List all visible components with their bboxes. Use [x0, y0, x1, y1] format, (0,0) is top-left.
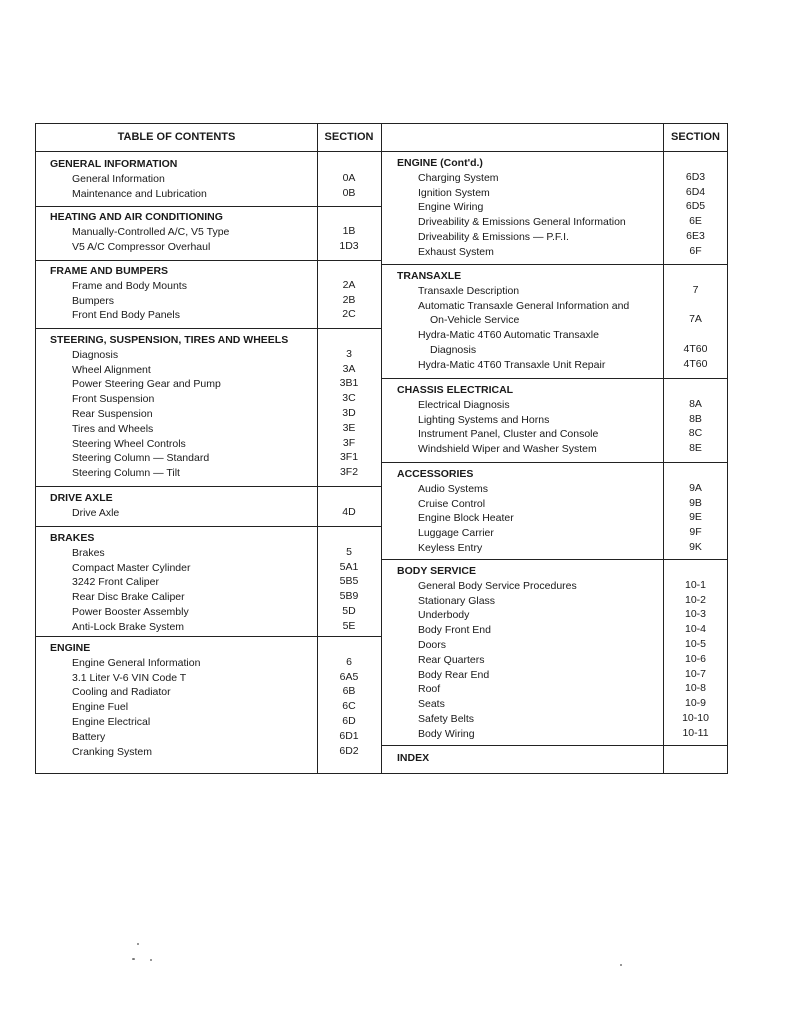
entry-label: Body Rear End [418, 668, 490, 681]
entry-section-code: 2C [342, 308, 356, 321]
entry-label: Driveability & Emissions General Information [418, 216, 626, 229]
entry-section-code: 0A [342, 171, 356, 184]
entry-section-code: 1D3 [339, 239, 359, 252]
entry-section-code: 6 [346, 655, 352, 668]
entry-label: Electrical Diagnosis [418, 398, 510, 411]
entry-label: Wheel Alignment [72, 363, 151, 376]
group-title: GENERAL INFORMATION [50, 158, 178, 170]
entry-label: Luggage Carrier [418, 527, 494, 540]
header-section-label: SECTION [324, 131, 374, 143]
entry-label: Battery [72, 730, 106, 743]
entry-section-code: 3D [342, 407, 356, 419]
entry-section-code: 6D5 [685, 200, 706, 213]
entry-section-code: 3 [346, 347, 352, 360]
entry-section-code: 5 [346, 545, 352, 558]
entry-section-code: 9K [689, 541, 702, 553]
entry-label: Hydra-Matic 4T60 Automatic Transaxle [418, 329, 599, 342]
entry-label: Hydra-Matic 4T60 Transaxle Unit Repair [418, 358, 606, 371]
entry-label: Brakes [72, 546, 105, 559]
group-title: INDEX [397, 752, 430, 764]
entry-label: Front End Body Panels [72, 309, 180, 322]
entry-section-code: 10-11 [682, 726, 709, 739]
group-title: CHASSIS ELECTRICAL [397, 384, 514, 396]
section-rule [381, 462, 728, 463]
entry-section-code: 6D1 [339, 729, 359, 742]
entry-label: Diagnosis [430, 344, 477, 356]
entry-label: Manually-Controlled A/C, V5 Type [72, 225, 230, 238]
entry-label: Rear Suspension [72, 408, 153, 420]
entry-section-code: 6D2 [339, 744, 359, 757]
column-divider [381, 124, 382, 773]
entry-section-code: 5D [342, 605, 356, 617]
entry-section-code: 3F [342, 436, 356, 449]
entry-label: Automatic Transaxle General Information and [418, 299, 630, 312]
entry-section-code: 4D [342, 505, 356, 518]
entry-section-code: 8C [688, 427, 703, 440]
entry-label: 3242 Front Caliper [72, 576, 159, 589]
scan-speck [137, 943, 139, 945]
entry-section-code: 6C [342, 700, 356, 713]
entry-label: General Information [72, 172, 165, 185]
entry-section-code: 6F [689, 244, 702, 257]
entry-section-code: 10-10 [682, 712, 709, 724]
entry-section-code: 9A [689, 481, 702, 494]
entry-section-code: 5A1 [339, 560, 359, 573]
entry-label: Power Booster Assembly [72, 606, 189, 618]
entry-section-code: 7A [689, 313, 702, 326]
entry-label: Body Wiring [418, 727, 475, 740]
table-of-contents [35, 123, 728, 774]
entry-label: Stationary Glass [418, 594, 496, 607]
entry-label: Seats [418, 698, 445, 711]
entry-section-code: 8E [689, 442, 702, 455]
entry-section-code: 10-8 [684, 682, 706, 695]
entry-label: Front Suspension [72, 393, 155, 406]
entry-section-code: 7 [692, 283, 699, 296]
entry-label: Engine Electrical [72, 716, 151, 728]
entry-label: Compact Master Cylinder [72, 561, 191, 574]
entry-label: Engine Block Heater [418, 512, 514, 525]
section-rule [36, 328, 381, 329]
entry-section-code: 3A [342, 362, 356, 375]
entry-section-code: 1B [342, 224, 356, 237]
entry-section-code: 10-3 [684, 608, 706, 621]
group-title: DRIVE AXLE [50, 492, 113, 504]
group-title: TRANSAXLE [397, 270, 462, 282]
entry-label: Bumpers [72, 294, 115, 307]
group-title: ENGINE [50, 642, 91, 654]
group-title: FRAME AND BUMPERS [50, 265, 169, 277]
entry-label: On-Vehicle Service [430, 314, 520, 327]
group-title: BODY SERVICE [397, 565, 476, 577]
entry-section-code: 5B9 [339, 590, 359, 603]
entry-label: Engine General Information [72, 656, 201, 669]
entry-section-code: 8A [689, 397, 702, 410]
entry-label: Drive Axle [72, 506, 120, 519]
entry-section-code: 10-7 [684, 667, 706, 680]
group-title: ENGINE (Cont'd.) [397, 157, 483, 169]
entry-section-code: 6D3 [685, 170, 706, 183]
group-title: ACCESSORIES [397, 468, 474, 480]
entry-section-code: 3B1 [339, 377, 359, 390]
entry-label: Engine Fuel [72, 701, 129, 714]
entry-label: Cooling and Radiator [72, 686, 171, 699]
entry-section-code: 0B [342, 186, 356, 199]
entry-label: Lighting Systems and Horns [418, 413, 550, 426]
entry-section-code: 2B [342, 293, 356, 306]
entry-section-code: 10-4 [684, 623, 706, 636]
entry-label: V5 A/C Compressor Overhaul [72, 240, 211, 253]
entry-section-code: 6D [342, 715, 356, 727]
section-rule [381, 745, 728, 746]
entry-section-code: 6D4 [685, 185, 706, 198]
entry-label: Ignition System [418, 186, 490, 199]
entry-label: Audio Systems [418, 482, 489, 495]
entry-label: Transaxle Description [418, 284, 520, 297]
entry-label: Doors [418, 639, 447, 651]
entry-section-code: 8B [689, 412, 702, 425]
entry-label: Engine Wiring [418, 201, 484, 214]
entry-label: Steering Wheel Controls [72, 437, 186, 450]
entry-label: Instrument Panel, Cluster and Console [418, 428, 599, 441]
entry-label: Roof [418, 683, 441, 696]
header-title: TABLE OF CONTENTS [117, 131, 236, 143]
entry-section-code: 6B [342, 685, 356, 698]
entry-label: Windshield Wiper and Washer System [418, 443, 597, 456]
entry-label: Driveability & Emissions — P.F.I. [418, 231, 569, 243]
entry-label: Steering Column — Tilt [72, 467, 180, 480]
header-title-right [381, 124, 663, 151]
entry-label: Cruise Control [418, 497, 486, 510]
section-rule [36, 206, 381, 207]
entry-section-code: 4T60 [683, 357, 708, 370]
entry-label: Cranking System [72, 745, 152, 758]
section-rule [381, 378, 728, 379]
entry-label: Charging System [418, 171, 499, 184]
entry-section-code: 6A5 [339, 670, 359, 683]
entry-label: Frame and Body Mounts [72, 279, 187, 292]
entry-label: General Body Service Procedures [418, 579, 577, 592]
section-rule [381, 559, 728, 560]
header-rule [381, 151, 728, 152]
entry-section-code: 4T60 [683, 343, 708, 355]
section-rule [36, 486, 381, 487]
entry-section-code: 10-9 [684, 697, 706, 710]
header-rule [36, 151, 381, 152]
entry-section-code: 6E [689, 215, 702, 228]
section-rule [36, 260, 381, 261]
scan-speck [620, 964, 622, 966]
entry-label: Tires and Wheels [72, 422, 154, 435]
entry-label: Maintenance and Lubrication [72, 187, 207, 200]
section-rule [381, 264, 728, 265]
entry-label: 3.1 Liter V-6 VIN Code T [72, 671, 187, 684]
group-title: STEERING, SUSPENSION, TIRES AND WHEELS [50, 334, 289, 346]
entry-section-code: 10-5 [684, 638, 706, 650]
entry-label: Underbody [418, 609, 470, 622]
entry-label: Anti-Lock Brake System [72, 620, 185, 633]
entry-label: Exhaust System [418, 245, 494, 258]
entry-section-code: 10-2 [684, 593, 706, 606]
entry-label: Steering Column — Standard [72, 452, 210, 465]
entry-label: Body Front End [418, 624, 491, 637]
entry-label: Rear Quarters [418, 653, 485, 666]
entry-label: Diagnosis [72, 348, 119, 361]
scan-speck [132, 958, 135, 960]
entry-section-code: 2A [342, 278, 356, 291]
entry-section-code: 9E [689, 511, 702, 524]
entry-section-code: 3F2 [339, 466, 359, 479]
entry-section-code: 3E [342, 421, 356, 434]
entry-section-code: 10-1 [684, 578, 706, 591]
entry-label: Power Steering Gear and Pump [72, 378, 221, 391]
entry-section-code: 3F1 [339, 451, 359, 464]
section-rule [36, 526, 381, 527]
entry-label: Rear Disc Brake Caliper [72, 591, 185, 604]
entry-section-code: 6E3 [686, 230, 705, 242]
entry-section-code: 3C [342, 392, 356, 405]
entry-section-code: 5E [342, 619, 356, 632]
entry-section-code: 10-6 [684, 652, 706, 665]
entry-section-code: 5B5 [339, 575, 359, 588]
entry-section-code: 9F [689, 526, 702, 539]
header-section-label-right: SECTION [671, 131, 720, 143]
group-title: BRAKES [50, 532, 95, 544]
entry-label: Safety Belts [418, 713, 475, 725]
scan-speck [150, 959, 152, 961]
section-rule [36, 636, 381, 637]
entry-label: Keyless Entry [418, 542, 483, 554]
entry-section-code: 9B [689, 496, 702, 509]
group-title: HEATING AND AIR CONDITIONING [50, 211, 223, 223]
